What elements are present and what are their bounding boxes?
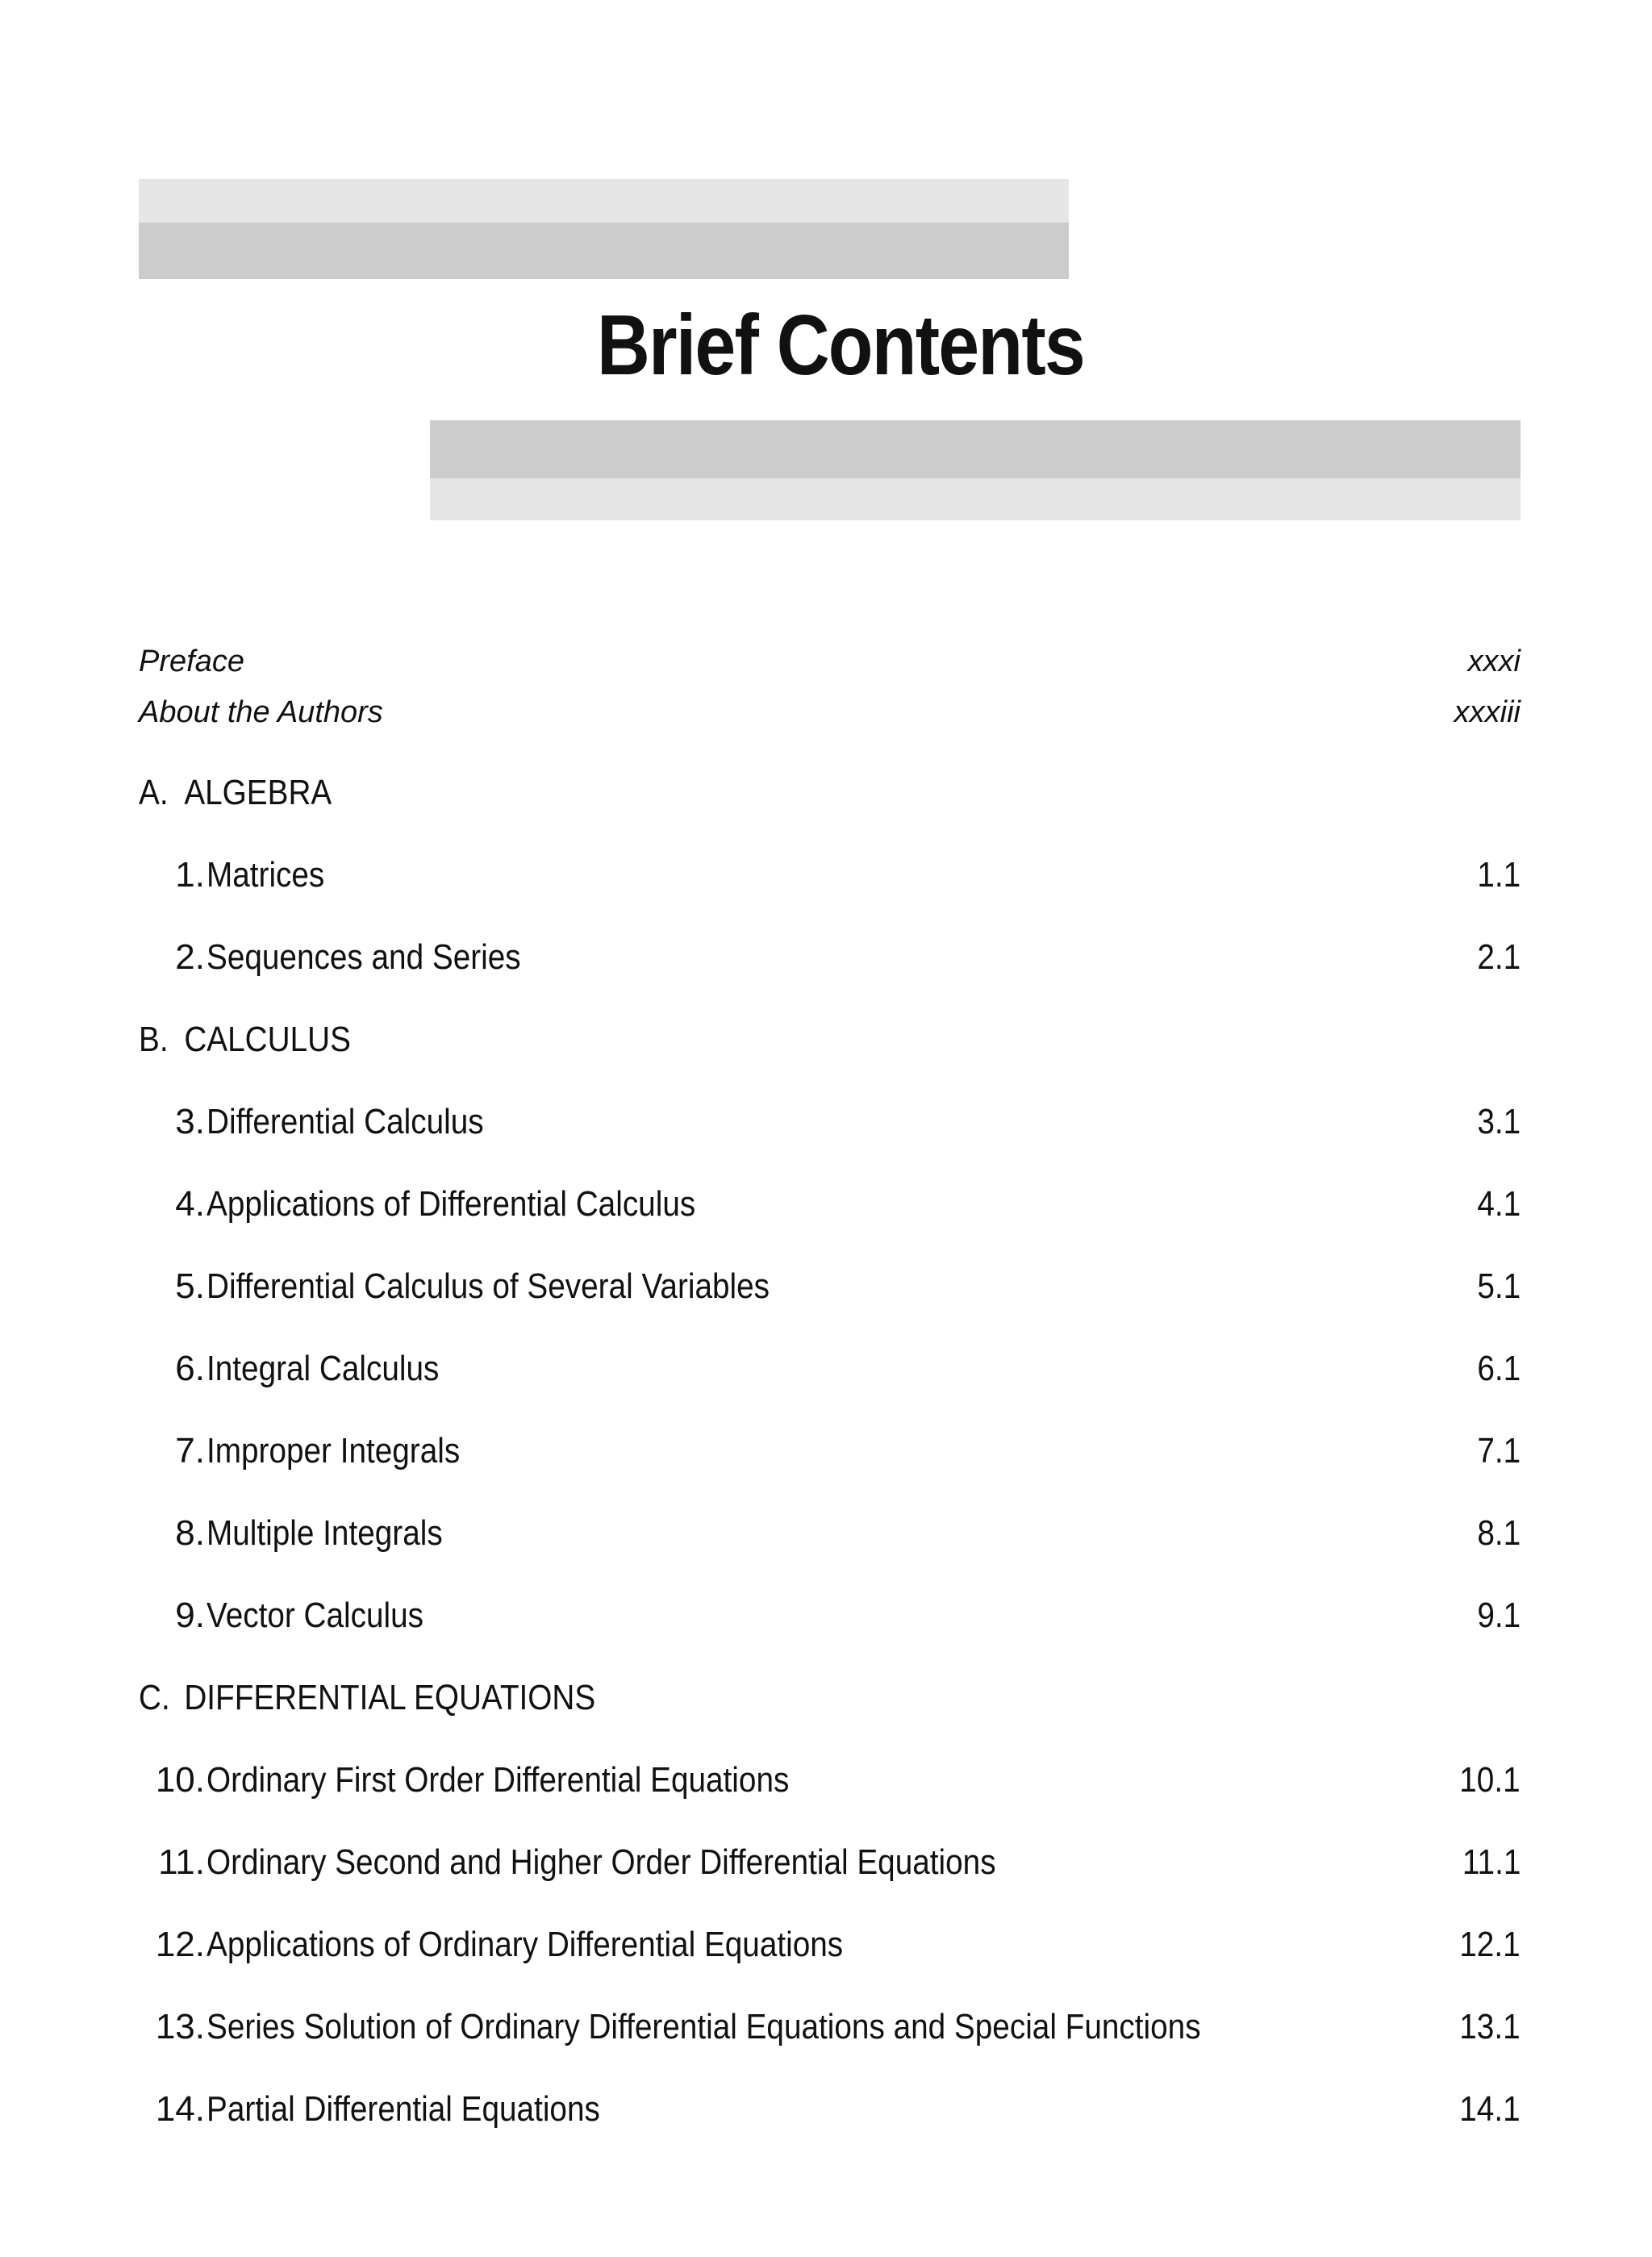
toc-part-a xyxy=(139,769,1521,817)
toc-chapter[interactable] xyxy=(139,851,1521,899)
chapter-number: 8. xyxy=(175,1513,205,1553)
toc-chapter[interactable] xyxy=(139,1509,1521,1558)
chapter-number: 1. xyxy=(175,855,205,895)
page-title: Brief Contents xyxy=(597,298,1084,393)
chapter-title: Series Solution of Ordinary Differential Equations and Special Functions xyxy=(206,2007,1201,2046)
toc-entry-about-the-authors[interactable] xyxy=(139,688,1521,736)
toc-chapter[interactable] xyxy=(139,1180,1521,1229)
toc-chapter[interactable] xyxy=(139,1756,1521,1804)
toc-chapter[interactable] xyxy=(139,1262,1521,1311)
chapter-number: 12. xyxy=(155,1925,205,1964)
chapter-title: Ordinary First Order Differential Equations xyxy=(206,1760,790,1800)
chapter-page: 11.1 xyxy=(1462,1842,1521,1882)
part-letter: B. xyxy=(139,1020,169,1059)
toc-chapter[interactable] xyxy=(139,1098,1521,1146)
chapter-number: 5. xyxy=(175,1266,205,1306)
chapter-title: Vector Calculus xyxy=(206,1596,424,1635)
chapter-number: 11. xyxy=(158,1842,205,1882)
chapter-number: 4. xyxy=(175,1184,205,1224)
toc-chapter[interactable] xyxy=(139,1427,1521,1475)
toc-chapter[interactable] xyxy=(139,2003,1521,2051)
part-name: CALCULUS xyxy=(184,1020,351,1059)
chapter-page: 2.1 xyxy=(1477,937,1521,977)
chapter-title: Ordinary Second and Higher Order Differential Equations xyxy=(206,1842,996,1882)
chapter-title: Differential Calculus xyxy=(206,1102,484,1141)
chapter-title: Partial Differential Equations xyxy=(206,2089,600,2129)
chapter-title: Differential Calculus of Several Variables xyxy=(206,1266,770,1306)
chapter-page: 4.1 xyxy=(1477,1184,1521,1224)
part-letter: C. xyxy=(139,1678,170,1717)
chapter-title: Improper Integrals xyxy=(206,1431,461,1471)
toc-part-c xyxy=(139,1674,1521,1722)
part-name: DIFFERENTIAL EQUATIONS xyxy=(184,1678,596,1717)
chapter-number: 9. xyxy=(175,1596,205,1635)
chapter-title: Multiple Integrals xyxy=(206,1513,443,1553)
part-name: ALGEBRA xyxy=(184,773,332,812)
chapter-page: 1.1 xyxy=(1477,855,1521,895)
chapter-page: 6.1 xyxy=(1477,1349,1521,1388)
chapter-title: Applications of Ordinary Differential Equations xyxy=(206,1925,844,1964)
chapter-number: 7. xyxy=(175,1431,205,1471)
toc-part-b xyxy=(139,1016,1521,1064)
toc-entry-label: Preface xyxy=(139,644,244,678)
header-band-bottom-light xyxy=(430,478,1521,520)
chapter-page: 3.1 xyxy=(1477,1102,1521,1141)
toc-chapter[interactable] xyxy=(139,933,1521,982)
toc-chapter[interactable] xyxy=(139,2085,1521,2134)
toc-entry-page: xxxiii xyxy=(1454,695,1521,729)
chapter-page: 10.1 xyxy=(1459,1760,1521,1800)
chapter-page: 13.1 xyxy=(1459,2007,1521,2046)
chapter-title: Sequences and Series xyxy=(206,937,521,977)
chapter-number: 13. xyxy=(155,2007,205,2046)
chapter-number: 3. xyxy=(175,1102,205,1141)
header-band-bottom-dark xyxy=(430,420,1521,478)
part-letter: A. xyxy=(139,773,169,812)
toc-chapter[interactable] xyxy=(139,1592,1521,1640)
toc-chapter[interactable] xyxy=(139,1345,1521,1393)
chapter-title: Applications of Differential Calculus xyxy=(206,1184,696,1224)
chapter-title: Integral Calculus xyxy=(206,1349,440,1388)
header-band-top-light xyxy=(139,179,1069,223)
toc-entry-page: xxxi xyxy=(1467,644,1521,678)
chapter-number: 10. xyxy=(155,1760,205,1800)
toc-entry-label: About the Authors xyxy=(139,695,383,729)
chapter-page: 5.1 xyxy=(1477,1266,1521,1306)
chapter-page: 9.1 xyxy=(1477,1596,1521,1635)
chapter-number: 6. xyxy=(175,1349,205,1388)
chapter-page: 14.1 xyxy=(1459,2089,1521,2129)
chapter-number: 2. xyxy=(175,937,205,977)
chapter-page: 8.1 xyxy=(1477,1513,1521,1553)
toc-chapter[interactable] xyxy=(139,1838,1521,1887)
toc-chapter[interactable] xyxy=(139,1921,1521,1969)
chapter-number: 14. xyxy=(155,2089,205,2129)
chapter-title: Matrices xyxy=(206,855,325,895)
toc-entry-preface[interactable] xyxy=(139,637,1521,686)
header-band-top-dark xyxy=(139,223,1069,279)
chapter-page: 7.1 xyxy=(1477,1431,1521,1471)
chapter-page: 12.1 xyxy=(1459,1925,1521,1964)
